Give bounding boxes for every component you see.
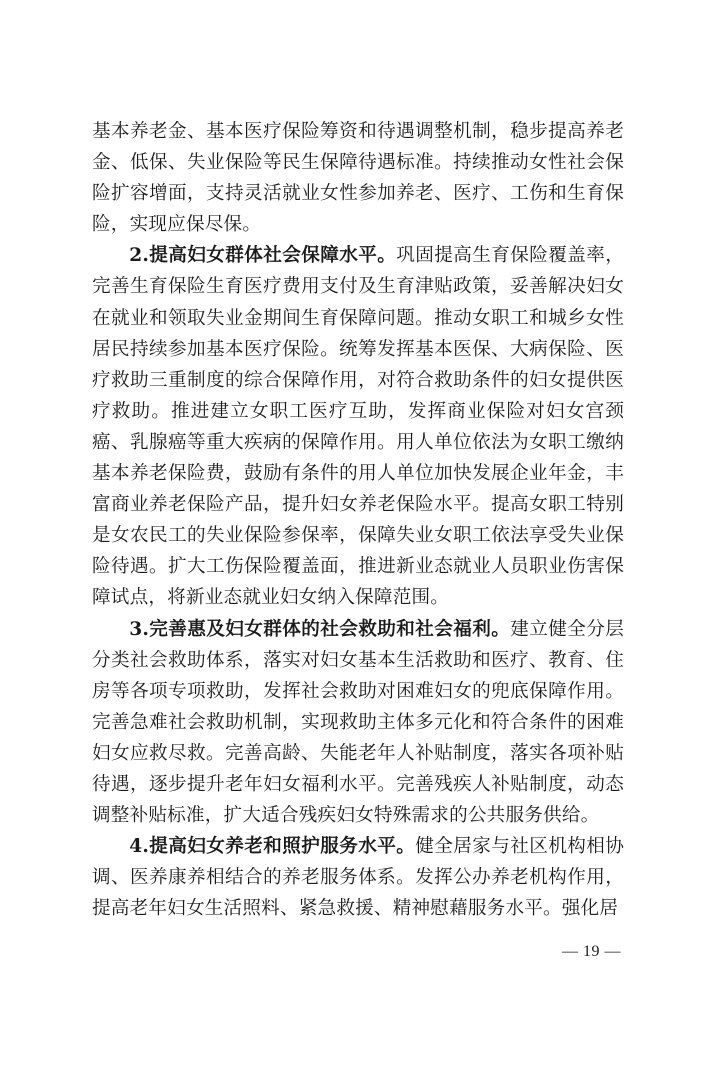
- paragraph-text: 巩固提高生育保险覆盖率，完善生育保险生育医疗费用支付及生育津贴政策，妥善解决妇女在就业和领取失业金期间生育保障问题。推动女职工和城乡女性居民持续参加基本医疗保险。统筹发挥基本医保、大病保险、医疗救助三重制度的综合保障作用，对符合救助条件的妇女提供医疗救助。推进建立女职工医疗互助，发挥商业保险对妇女宫颈癌、乳腺癌等重大疾病的保障作用。用人单位依法为女职工缴纳基本养老保险费，鼓励有条件的用人单位加快发展企业年金，丰富商业养老保险产品，提升妇女养老保险水平。提高女职工特别是女农民工的失业保险参保率，保障失业女职工依法享受失业保险待遇。扩大工伤保险覆盖面，推进新业态就业人员职业伤害保障试点，将新业态就业妇女纳入保障范围。: [92, 245, 624, 609]
- document-body: [92, 116, 624, 924]
- page-number: — 19 —: [562, 943, 621, 960]
- paragraph-text: 健全居家与社区机构相协调、医养康养相结合的养老服务体系。发挥公办养老机构作用，提高老年妇女生活照料、紧急救援、精神慰藉服务水平。强化居: [92, 836, 624, 920]
- paragraph-elderly-care: [92, 831, 624, 924]
- paragraph-text: 建立健全分层分类社会救助体系，落实对妇女基本生活救助和医疗、教育、住房等各项专项救助，发挥社会救助对困难妇女的兜底保障作用。完善急难社会救助机制，实现救助主体多元化和符合条件的困难妇女应救尽救。完善高龄、失能老年人补贴制度，落实各项补贴待遇，逐步提升老年妇女福利水平。完善残疾人补贴制度，动态调整补贴标准，扩大适合残疾妇女特殊需求的公共服务供给。: [92, 618, 624, 827]
- paragraph-heading: 4.提高妇女养老和照护服务水平。: [129, 836, 416, 858]
- paragraph-continuation: [92, 116, 624, 240]
- paragraph-text: 基本养老金、基本医疗保险筹资和待遇调整机制，稳步提高养老金、低保、失业保险等民生保障待遇标准。持续推动女性社会保险扩容增面，支持灵活就业女性参加养老、医疗、工伤和生育保险，实现应保尽保。: [92, 121, 624, 236]
- paragraph-heading: 3.完善惠及妇女群体的社会救助和社会福利。: [129, 618, 511, 640]
- paragraph-social-security: [92, 240, 624, 613]
- paragraph-social-assistance: [92, 614, 624, 832]
- paragraph-heading: 2.提高妇女群体社会保障水平。: [129, 245, 397, 267]
